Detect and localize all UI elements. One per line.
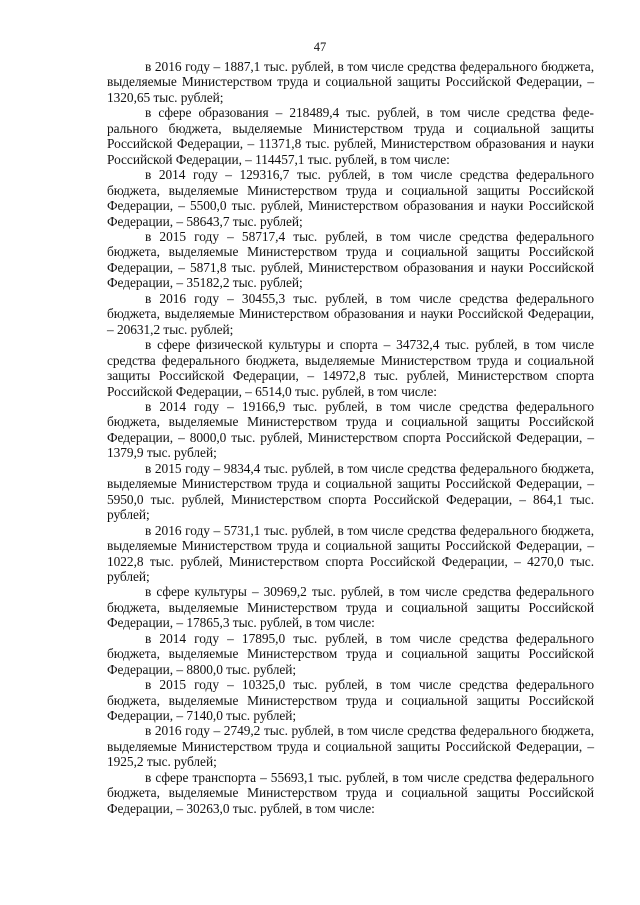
document-body xyxy=(107,59,594,816)
paragraph-education-2015: в 2015 году – 58717,4 тыс. рублей, в том числе средства федерального бюджета, выделяемые Министерством труда и социальной защиты Российской Федерации, – 5871,8 тыс. рублей, Министерством образования и науки Российской Федерации, – 35182,2 тыс. рублей; xyxy=(107,228,594,291)
paragraph-sport-2014: в 2014 году – 19166,9 тыс. рублей, в том числе средства федерального бюджета, выделяемые Министерством труда и социальной защиты Российской Федерации, – 8000,0 тыс. рублей, Министерством спорта Российской Федерации, – 1379,9 тыс. рублей; xyxy=(107,398,594,461)
paragraph-transport: в сфере транспорта – 55693,1 тыс. рублей, в том числе средства федерального бюджета, выделяемые Министерством труда и социальной защиты Российской Федерации, – 30263,0 тыс. рублей, в том числе: xyxy=(107,769,594,816)
paragraph-2016-total: в 2016 году – 1887,1 тыс. рублей, в том числе средства федерального бюджета, выделяемые Министерством труда и социальной защиты Российской Федерации, – 1320,65 тыс. рублей; xyxy=(107,59,594,105)
paragraph-sport-2016: в 2016 году – 5731,1 тыс. рублей, в том числе средства федерального бюджета, выделяемые Министерством труда и социальной защиты Российской Федерации, – 1022,8 тыс. рублей, Министерством спорта Российской Федерации, – 4270,0 тыс. рублей; xyxy=(107,522,594,584)
paragraph-sport-2015: в 2015 году – 9834,4 тыс. рублей, в том числе средства федерального бюджета, выделяемые Министерством труда и социальной защиты Российской Федерации, – 5950,0 тыс. рублей, Министерством спорта Российской Федерации, – 864,1 тыс. рублей; xyxy=(107,460,594,523)
paragraph-education-2016: в 2016 году – 30455,3 тыс. рублей, в том числе средства федерального бюджета, выделяемые Министерством образования и науки Российской Федерации, – 20631,2 тыс. рублей; xyxy=(107,290,594,337)
paragraph-sport: в сфере физической культуры и спорта – 34732,4 тыс. рублей, в том числе средства федерального бюджета, выделяемые Министерством труда и социальной защиты Российской Федерации, – 14972,8 тыс. рублей, Министерством спорта Российской Федерации, – 6514,0 тыс. рублей, в том числе: xyxy=(107,337,594,399)
page-number: 47 xyxy=(313,40,327,54)
paragraph-culture: в сфере культуры – 30969,2 тыс. рублей, в том числе средства федерального бюджета, выделяемые Министерством труда и социальной защиты Российской Федерации, – 17865,3 тыс. рублей, в том числе: xyxy=(107,584,594,631)
paragraph-culture-2014: в 2014 году – 17895,0 тыс. рублей, в том числе средства федерального бюджета, выделяемые Министерством труда и социальной защиты Российской Федерации, – 8800,0 тыс. рублей; xyxy=(107,630,594,677)
paragraph-education: в сфере образования – 218489,4 тыс. рублей, в том числе средства федерального бюджета, выделяемые Министерством труда и социальной защиты Российской Федерации, – 11371,8 тыс. рублей, Министерством образования и науки Российской Федерации, – 114457,1 тыс. рублей, в том числе: xyxy=(107,105,594,167)
paragraph-culture-2016: в 2016 году – 2749,2 тыс. рублей, в том числе средства федерального бюджета, выделяемые Министерством труда и социальной защиты Российской Федерации, – 1925,2 тыс. рублей; xyxy=(107,723,594,770)
paragraph-education-2014: в 2014 году – 129316,7 тыс. рублей, в том числе средства федерального бюджета, выделяемые Министерством труда и социальной защиты Российской Федерации, – 5500,0 тыс. рублей, Министерством образования и науки Российской Федерации, – 58643,7 тыс. рублей; xyxy=(107,167,594,229)
paragraph-culture-2015: в 2015 году – 10325,0 тыс. рублей, в том числе средства федерального бюджета, выделяемые Министерством труда и социальной защиты Российской Федерации, – 7140,0 тыс. рублей; xyxy=(107,677,594,724)
